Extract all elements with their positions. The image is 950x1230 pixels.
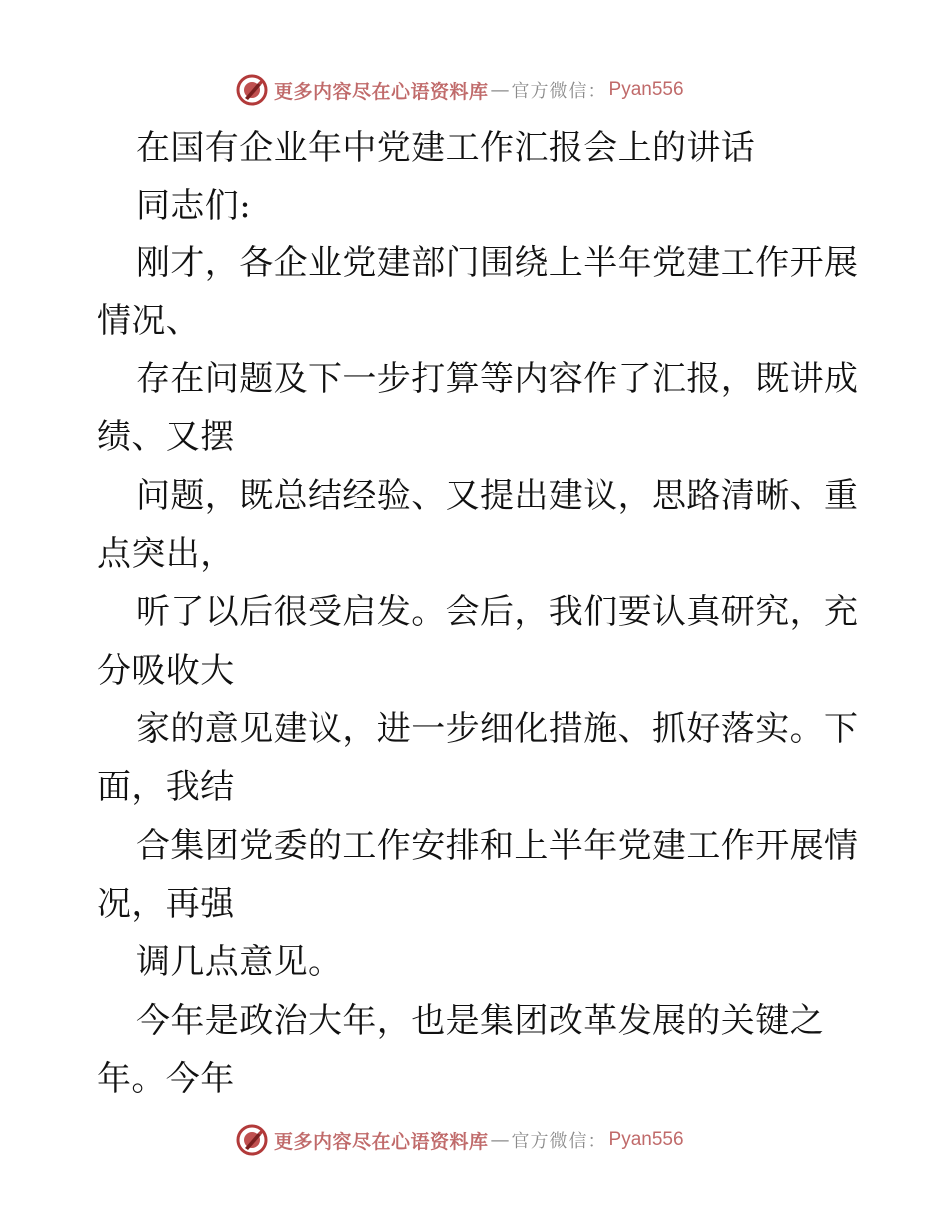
paragraph-line: 情况、	[97, 301, 201, 341]
paragraph-line: 今年是政治大年，也是集团改革发展的关键之	[136, 1001, 824, 1041]
paragraph-line: 调几点意见。	[136, 942, 343, 982]
watermark-wechat-label: 官方微信：	[511, 81, 607, 102]
paragraph-line: 家的意见建议，进一步细化措施、抓好落实。下	[136, 709, 859, 749]
paragraph-line: 况，再强	[97, 884, 235, 924]
watermark-wechat-id: Pyan556	[608, 1129, 684, 1150]
red-circle-pen-logo-icon	[236, 74, 268, 106]
document-salutation: 同志们:	[136, 186, 252, 226]
paragraph-line: 合集团党委的工作安排和上半年党建工作开展情	[136, 826, 859, 866]
watermark-header	[236, 72, 684, 108]
paragraph-line: 存在问题及下一步打算等内容作了汇报，既讲成	[136, 359, 859, 399]
paragraph-line: 面，我结	[97, 767, 235, 807]
paragraph-line: 问题，既总结经验、又提出建议，思路清晰、重	[136, 476, 859, 516]
red-circle-pen-logo-icon	[236, 1124, 268, 1156]
watermark-site-text: 更多内容尽在心语资料库	[274, 80, 489, 103]
paragraph-line: 听了以后很受启发。会后，我们要认真研究，充	[136, 592, 859, 632]
watermark-separator: —	[490, 1129, 510, 1151]
watermark-separator: —	[490, 79, 510, 101]
paragraph-line: 绩、又摆	[97, 417, 235, 457]
watermark-wechat-id: Pyan556	[608, 79, 684, 100]
watermark-site-text: 更多内容尽在心语资料库	[274, 1130, 489, 1153]
paragraph-line: 年。今年	[97, 1059, 235, 1099]
paragraph-line: 点突出，	[97, 534, 235, 574]
paragraph-line: 分吸收大	[97, 651, 235, 691]
watermark-footer	[236, 1122, 684, 1158]
document-title: 在国有企业年中党建工作汇报会上的讲话	[136, 128, 756, 168]
watermark-wechat-label: 官方微信：	[511, 1131, 607, 1152]
paragraph-line: 刚才，各企业党建部门围绕上半年党建工作开展	[136, 243, 859, 283]
